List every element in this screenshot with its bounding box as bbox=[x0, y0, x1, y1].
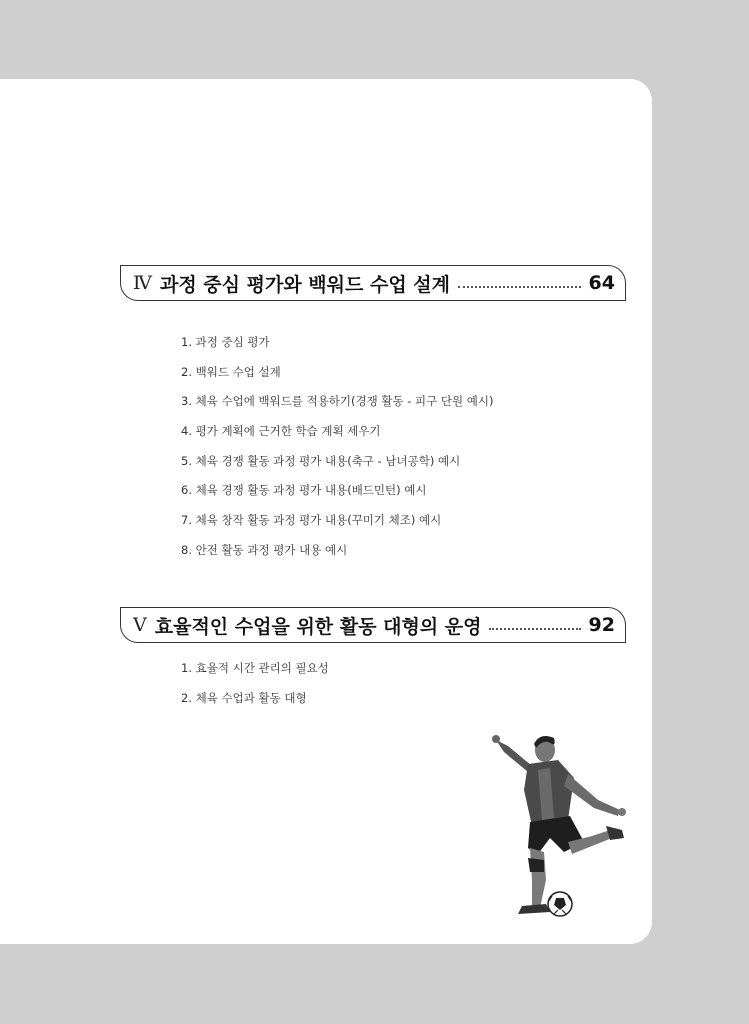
section-4-item-list bbox=[181, 334, 494, 572]
section-number: Ⅴ bbox=[133, 614, 147, 636]
section-title: 과정 중심 평가와 백워드 수업 설계 bbox=[159, 273, 451, 296]
toc-item[interactable]: 2. 체육 수업과 활동 대형 bbox=[181, 690, 307, 705]
toc-item[interactable]: 1. 효율적 시간 관리의 필요성 bbox=[181, 661, 329, 675]
section-number: Ⅳ bbox=[133, 272, 152, 294]
section-5-item-list bbox=[181, 660, 329, 719]
toc-item[interactable]: 6. 체육 경쟁 활동 과정 평가 내용(배드민턴) 예시 bbox=[181, 483, 427, 498]
section-page-number: 92 bbox=[588, 614, 615, 636]
leader-dots bbox=[489, 628, 580, 630]
toc-item[interactable]: 5. 체육 경쟁 활동 과정 평가 내용(축구 - 남녀공학) 예시 bbox=[181, 453, 461, 468]
toc-item[interactable]: 2. 백워드 수업 설계 bbox=[181, 364, 281, 379]
section-title: 효율적인 수업을 위한 활동 대형의 운영 bbox=[154, 615, 482, 638]
toc-item[interactable]: 7. 체육 창작 활동 과정 평가 내용(꾸미기 체조) 예시 bbox=[181, 513, 442, 528]
leader-dots bbox=[458, 286, 581, 288]
toc-item[interactable]: 8. 안전 활동 과정 평가 내용 예시 bbox=[181, 542, 348, 557]
section-header-4[interactable] bbox=[120, 265, 626, 301]
soccer-player-illustration bbox=[488, 730, 633, 920]
toc-item[interactable]: 3. 체육 수업에 백워드를 적용하기(경쟁 활동 - 피구 단원 예시) bbox=[181, 394, 494, 409]
section-page-number: 64 bbox=[588, 272, 615, 294]
toc-item[interactable]: 4. 평가 계획에 근거한 학습 계획 세우기 bbox=[181, 424, 381, 439]
toc-item[interactable]: 1. 과정 중심 평가 bbox=[181, 335, 270, 349]
section-header-5[interactable] bbox=[120, 607, 626, 643]
